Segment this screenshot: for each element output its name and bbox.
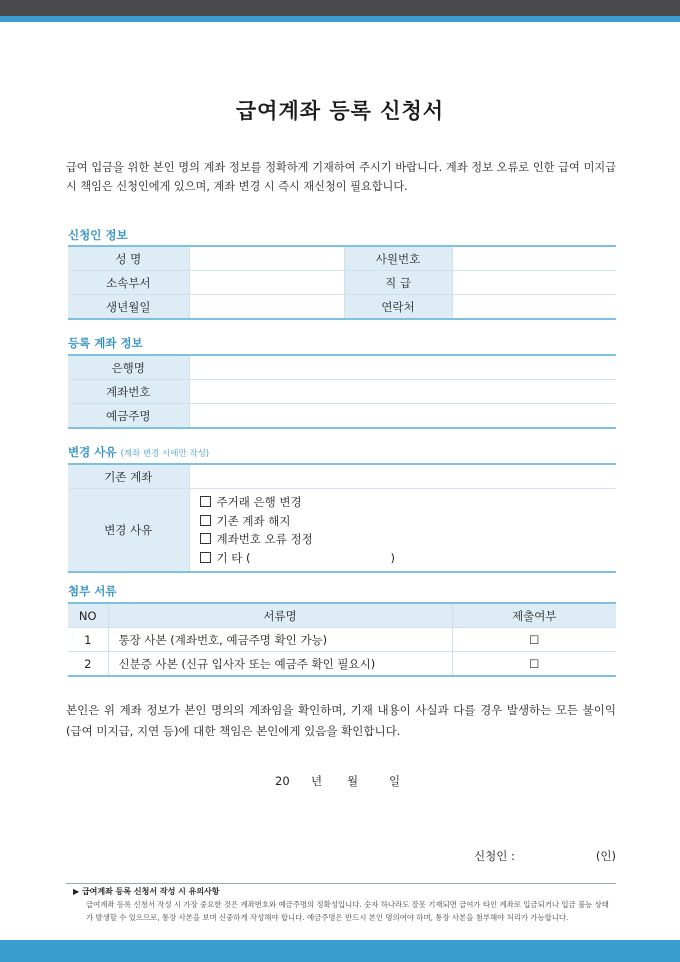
date-line [275, 773, 400, 789]
account-section-heading: 등록 계좌 정보 [68, 336, 143, 350]
contact-label: 연락처 [344, 295, 452, 320]
row-no: 1 [68, 628, 108, 652]
checkbox[interactable] [200, 552, 211, 563]
position-label: 직 급 [344, 271, 452, 295]
date-month-label: 월 [347, 774, 359, 788]
applicant-section-heading: 신청인 정보 [68, 228, 128, 242]
header-bar [0, 0, 680, 16]
reason-option-bank-change[interactable]: 주거래 은행 변경 [200, 493, 617, 512]
bank-name-field[interactable] [189, 355, 616, 380]
confirmation-statement: 본인은 위 계좌 정보가 본인 명의의 계좌임을 확인하며, 기재 내용이 사실과 다를 경우 발생하는 모든 불이익(급여 미지급, 지연 등)에 대한 책임은 본인에게 있음을 확인합니다. [66, 703, 616, 738]
change-section-title: 변경 사유 [68, 445, 117, 459]
notes-title: ▶ 급여계좌 등록 신청서 작성 시 유의사항 [73, 887, 220, 896]
account-number-field[interactable] [189, 380, 616, 404]
name-field[interactable] [189, 246, 344, 271]
change-section-note: (계좌 변경 시에만 작성) [120, 449, 210, 459]
column-no: NO [68, 603, 108, 628]
footer-bar [0, 940, 680, 962]
change-section-heading [68, 444, 209, 460]
attachments-section-heading: 첨부 서류 [68, 584, 117, 598]
employee-number-field[interactable] [452, 246, 616, 271]
row-document-name: 통장 사본 (계좌번호, 예금주명 확인 가능) [108, 628, 452, 652]
change-reason-options [189, 489, 616, 573]
row-no: 2 [68, 652, 108, 677]
employee-number-label: 사원번호 [344, 246, 452, 271]
row-submitted-checkbox[interactable]: ☐ [452, 628, 616, 652]
birthdate-field[interactable] [189, 295, 344, 320]
contact-field[interactable] [452, 295, 616, 320]
bank-name-label: 은행명 [68, 355, 189, 380]
department-field[interactable] [189, 271, 344, 295]
department-label: 소속부서 [68, 271, 189, 295]
birthdate-label: 생년월일 [68, 295, 189, 320]
account-holder-label: 예금주명 [68, 404, 189, 429]
existing-account-label: 기존 계좌 [68, 464, 189, 489]
applicant-table [68, 245, 616, 320]
account-number-label: 계좌번호 [68, 380, 189, 404]
applicant-label: 신청인 : [474, 849, 515, 863]
account-table [68, 354, 616, 429]
reason-option-number-correction[interactable]: 계좌번호 오류 정정 [200, 530, 617, 549]
intro-text: 급여 입금을 위한 본인 명의 계좌 정보를 정확하게 기재하여 주시기 바랍니다. 계좌 정보 오류로 인한 급여 미지급 시 책임은 신청인에게 있으며, 계좌 변경 시 즉시 재신청이 필요합니다. [66, 161, 616, 193]
date-year-prefix: 20 [275, 774, 290, 788]
header-accent [0, 16, 680, 22]
applicant-signature-line [474, 848, 616, 864]
checkbox[interactable] [200, 496, 211, 507]
seal-mark: (인) [595, 849, 616, 863]
checkbox[interactable] [200, 533, 211, 544]
name-label: 성 명 [68, 246, 189, 271]
table-row [68, 628, 616, 652]
reason-option-other[interactable]: 기 타 ( ) [200, 549, 617, 568]
notes-divider [66, 883, 616, 884]
row-submitted-checkbox[interactable]: ☐ [452, 652, 616, 677]
notes-body: 급여계좌 등록 신청서 작성 시 가장 중요한 것은 계좌번호와 예금주명의 정확성입니다. 숫자 하나라도 잘못 기재되면 급여가 타인 계좌로 입금되거나 입금 불능 상태가 발생할 수 있으므로, 통장 사본을 보며 신중하게 작성해야 합니다. 예금주명은 반드시 본인 명의여야 하며, 통장 사본을 첨부해야 처리가 가능합니다. [86, 900, 609, 922]
column-document-name: 서류명 [108, 603, 452, 628]
table-row [68, 652, 616, 677]
checkbox[interactable] [200, 515, 211, 526]
reason-option-account-closed[interactable]: 기존 계좌 해지 [200, 512, 617, 531]
attachments-table [68, 602, 616, 677]
position-field[interactable] [452, 271, 616, 295]
date-year-label: 년 [311, 774, 323, 788]
row-document-name: 신분증 사본 (신규 입사자 또는 예금주 확인 필요시) [108, 652, 452, 677]
date-day-label: 일 [389, 774, 401, 788]
column-submitted: 제출여부 [452, 603, 616, 628]
document-title: 급여계좌 등록 신청서 [235, 99, 445, 123]
change-table [68, 463, 616, 573]
existing-account-field[interactable] [189, 464, 616, 489]
change-reason-label: 변경 사유 [68, 489, 189, 573]
account-holder-field[interactable] [189, 404, 616, 429]
